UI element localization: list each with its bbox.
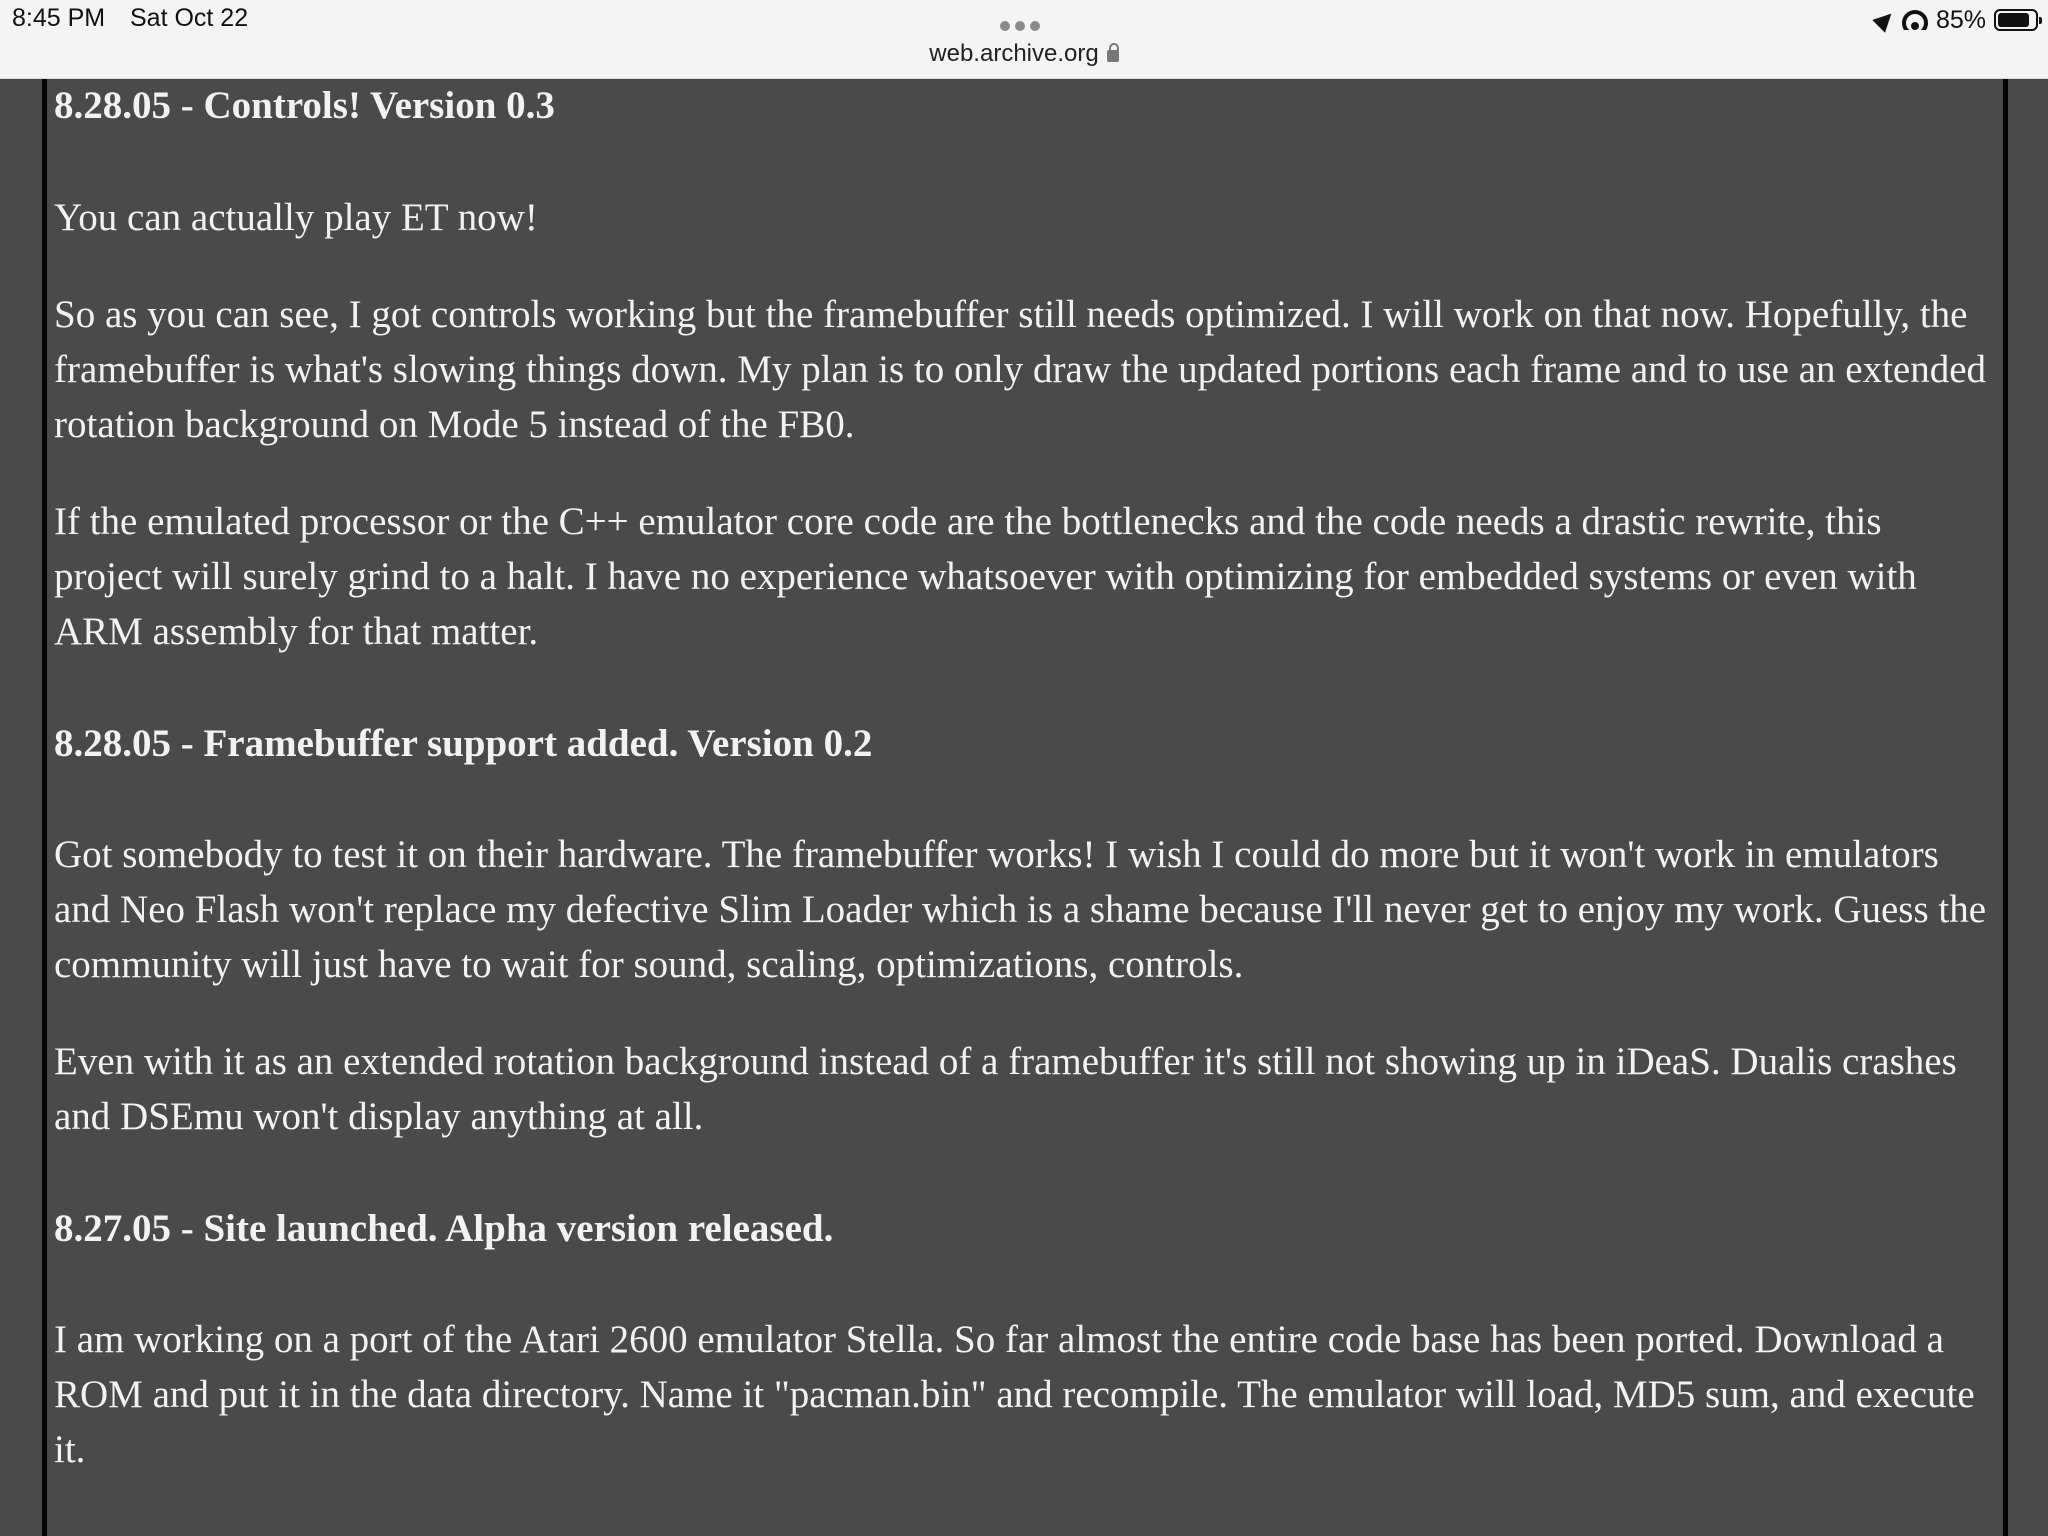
post-paragraph: Got somebody to test it on their hardware. The framebuffer works! I wish I could do more but it won't work in emulators and Neo Flash won't replace my defective Slim Loader which is a shame because I'll never get to enjoy my work. Guess the community will just have to wait for sound, scaling, optimizations, controls.: [54, 833, 1987, 986]
battery-icon: [1994, 9, 2038, 31]
post-paragraph: Even with it as an extended rotation background instead of a framebuffer it's still not showing up in iDeaS. Dualis crashes and DSEmu won't display anything at all.: [54, 1040, 1957, 1138]
post-paragraph: So as you can see, I got controls working but the framebuffer still needs optimized. I will work on that now. Hopefully, the framebuffer is what's slowing things down. My plan is to only draw the updated portions each frame and to use an extended rotation background on Mode 5 instead of the FB0.: [54, 293, 1987, 446]
lock-icon: [1107, 50, 1119, 62]
status-indicators: [1876, 4, 2038, 36]
wifi-icon: [1902, 10, 1928, 30]
post-paragraph: I am working on a port of the Atari 2600 emulator Stella. So far almost the entire code base has been ported. Download a ROM and put it in the data directory. Name it "pacman.bin" and recompile. The emulator will load, MD5 sum, and execute it.: [54, 1318, 1975, 1471]
left-border: [42, 79, 47, 1536]
multitasking-dots-icon[interactable]: [1000, 18, 1048, 30]
url-text: web.archive.org: [929, 40, 1099, 67]
address-bar[interactable]: [0, 40, 2048, 68]
status-time: 8:45 PM: [12, 4, 106, 32]
post-paragraph: If the emulated processor or the C++ emulator core code are the bottlenecks and the code needs a drastic rewrite, this project will surely grind to a halt. I have no experience whatsoever with optimizing for embedded systems or even with ARM assembly for that matter.: [54, 500, 1917, 653]
post-paragraph: You can actually play ET now!: [54, 196, 538, 239]
status-bar: [0, 0, 2048, 79]
post-heading: 8.27.05 - Site launched. Alpha version released.: [54, 1207, 834, 1250]
battery-percent: 85%: [1935, 5, 1986, 34]
post-heading: 8.28.05 - Controls! Version 0.3: [54, 84, 555, 127]
post-heading: 8.28.05 - Framebuffer support added. Version 0.2: [54, 722, 873, 765]
news-content: [54, 79, 1999, 1477]
right-border: [2003, 79, 2008, 1536]
location-icon: [1872, 7, 1897, 32]
status-date: Sat Oct 22: [130, 4, 249, 32]
